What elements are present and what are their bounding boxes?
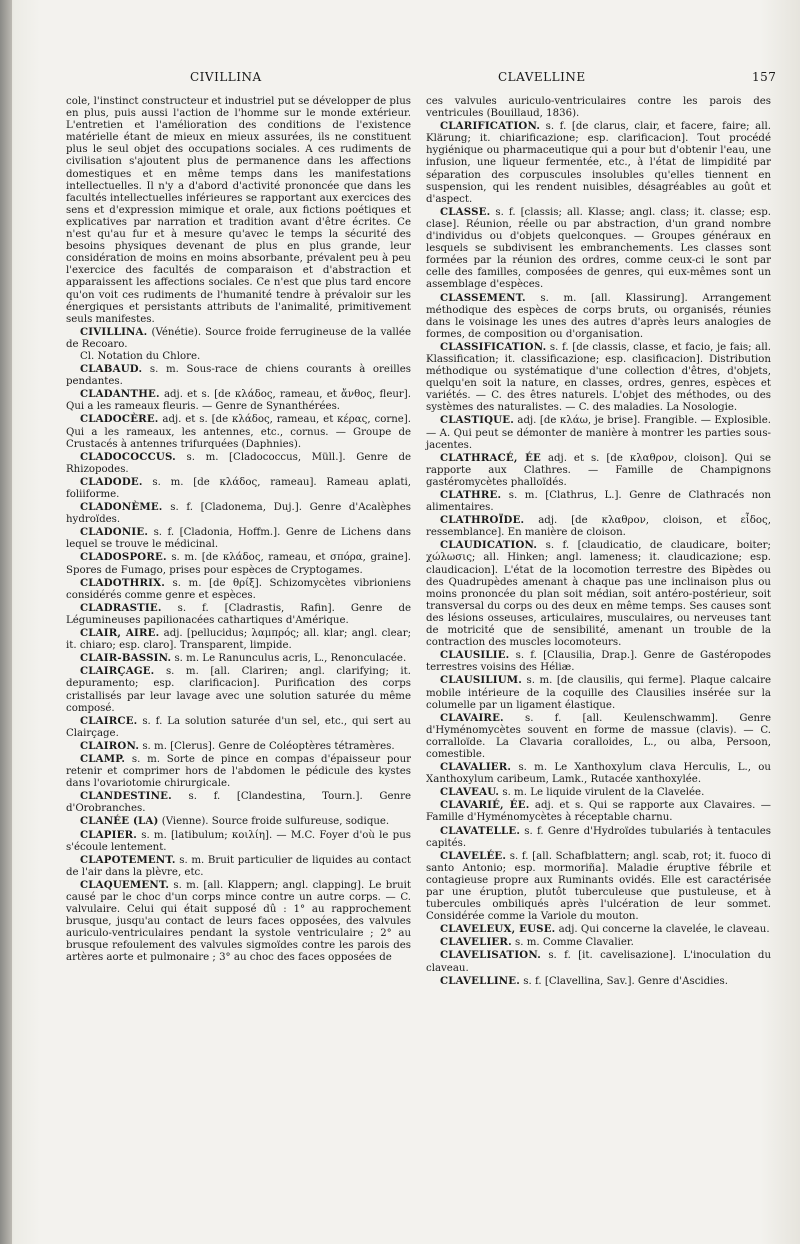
entry-text: s. m. [de clausilis, qui ferme]. Plaque calcaire mobile intérieure de la coquille des Clausilies insérée sur la columelle par un ligament élastique. <box>426 675 771 711</box>
entry-text: (Vénétie). Source froide ferrugineuse de la vallée de Recoaro. <box>66 326 411 350</box>
entry-text: s. m. [Clerus]. Genre de Coléoptères tétramères. <box>139 740 395 752</box>
entry-text: ces valvules auriculo-ventriculaires contre les parois des ventricules (Bouillaud, 1836). <box>426 96 771 120</box>
header-center-word: CLAVELLINE <box>498 70 586 84</box>
entry-headword: CLAVELÉE. <box>440 849 507 862</box>
entry-text: adj. [de κλαθρον, cloison, et εἶδος, ressemblance]. En manière de cloison. <box>426 515 771 539</box>
entry-text: adj. [de κλάω, je brise]. Frangible. — Explosible. — A. Qui peut se démonter de manière à montrer les parties sous-jacentes. <box>426 415 771 451</box>
dictionary-entry <box>426 539 771 649</box>
entry-text: s. f. [it. cavelisazione]. L'inoculation du claveau. <box>426 950 771 974</box>
dictionary-entry <box>66 790 411 815</box>
entry-text: s. m. [all. Clariren; angl. clarifying; it. depuramento; esp. clarificacion]. Purification des corps cristallisés par leur lavage avec une solution saturée du même composé. <box>66 666 411 714</box>
dictionary-entry <box>66 501 411 526</box>
dictionary-entry <box>426 489 771 514</box>
dictionary-entry <box>426 414 771 451</box>
entry-headword: CLAVELEUX, EUSE. <box>440 923 556 936</box>
entry-text: s. m. [Cladococcus, Müll.]. Genre de Rhizopodes. <box>66 451 411 475</box>
entry-headword: CLADRASTIE. <box>80 601 162 614</box>
dictionary-entry <box>66 526 411 551</box>
entry-headword: CLAPIER. <box>80 828 137 841</box>
entry-headword: CLAVEAU. <box>440 786 500 799</box>
entry-headword: CLAVELISATION. <box>440 949 541 962</box>
entry-headword: CLAVELIER. <box>440 936 512 949</box>
dictionary-entry <box>66 388 411 413</box>
dictionary-entry <box>66 413 411 450</box>
dictionary-entry <box>66 815 411 828</box>
entry-headword: CLADODE. <box>80 475 143 488</box>
left-column <box>66 96 411 965</box>
entry-text: s. m. Le liquide virulent de la Clavelée. <box>499 787 705 799</box>
entry-text: s. f. [Clandestina, Tourn.]. Genre d'Orobranches. <box>66 791 411 815</box>
entry-headword: CLASSIFICATION. <box>440 340 547 353</box>
entry-headword: CLADOCÈRE. <box>80 413 159 426</box>
entry-headword: CLADOSPORE. <box>80 551 167 564</box>
entry-headword: CLATHROÏDE. <box>440 514 525 527</box>
dictionary-entry <box>426 825 771 850</box>
entry-headword: CLAUSILIUM. <box>440 674 523 687</box>
entry-text: s. f. [Cladrastis, Rafin]. Genre de Légumineuses papilionacées cathartiques d'Amérique. <box>66 602 411 626</box>
entry-headword: CIVILLINA. <box>80 325 148 338</box>
header-left-word: CIVILLINA <box>190 70 262 84</box>
entry-headword: CLAMP. <box>80 752 126 765</box>
entry-headword: CLAIR-BASSIN. <box>80 652 172 665</box>
entry-headword: CLASSEMENT. <box>440 291 526 304</box>
entry-headword: CLAIRON. <box>80 739 140 752</box>
dictionary-entry <box>66 577 411 602</box>
dictionary-entry <box>66 740 411 753</box>
entry-text: s. m. [latibulum; κοιλίη]. — M.C. Foyer d'où le pus s'écoule lentement. <box>66 829 411 853</box>
book-binding-edge <box>0 0 12 1244</box>
dictionary-entry <box>426 712 771 761</box>
dictionary-entry <box>426 786 771 799</box>
dictionary-entry <box>426 292 771 341</box>
dictionary-entry <box>426 120 771 206</box>
page-number: 157 <box>752 70 777 84</box>
dictionary-entry <box>426 949 771 974</box>
dictionary-entry <box>426 96 771 120</box>
dictionary-entry <box>426 206 771 292</box>
right-column <box>426 96 771 988</box>
dictionary-entry <box>66 715 411 740</box>
dictionary-entry <box>66 652 411 665</box>
dictionary-entry <box>426 923 771 936</box>
entry-text: s. f. [classis; all. Klasse; angl. class; it. classe; esp. clase]. Réunion, réelle ou par abstraction, d'un grand nombre d'individus ou d'objets quelconques. — Groupes généraux en lesquels se subdivisent les embranchements. Les classes sont formées par la réunion des ordres, comme ceux-ci le sont par celle des familles, composées de genres, qui eux-mêmes sont un assemblage d'espèces. <box>426 206 771 291</box>
entry-text: s. f. [Clausilia, Drap.]. Genre de Gastéropodes terrestres voisins des Héliæ. <box>426 650 771 674</box>
entry-headword: CLATHRE. <box>440 489 502 501</box>
dictionary-entry <box>66 551 411 576</box>
entry-text: s. f. [Clavellina, Sav.]. Genre d'Ascidies. <box>520 975 728 987</box>
dictionary-entry <box>426 649 771 674</box>
dictionary-entry <box>426 514 771 539</box>
entry-text: s. f. [all. Keulenschwamm]. Genre d'Hyménomycètes souvent en forme de massue (clavis). — C. corralloïde. La Clavaria coralloides, L., ou alba, Persoon, comestible. <box>426 712 771 760</box>
entry-text: s. m. Le Xanthoxylum clava Herculis, L., ou Xanthoxylum caribeum, Lamk., Rutacée xanthoxylée. <box>426 762 771 786</box>
entry-headword: CLARIFICATION. <box>440 120 541 133</box>
entry-text: Cl. Notation du Chlore. <box>80 350 201 362</box>
entry-headword: CLATHRACÉ, ÉE <box>440 451 541 464</box>
dictionary-entry <box>66 451 411 476</box>
entry-headword: CLADONÈME. <box>80 501 163 514</box>
dictionary-entry <box>66 602 411 627</box>
entry-headword: CLAIRÇAGE. <box>80 665 155 678</box>
entry-text: s. m. [de θρίξ]. Schizomycètes vibrioniens considérés comme genre et espèces. <box>66 577 411 601</box>
entry-text: s. m. Sous-race de chiens courants à oreilles pendantes. <box>66 364 411 388</box>
entry-headword: CLAVALIER. <box>440 761 512 774</box>
entry-text: s. m. Le Ranunculus acris, L., Renonculacée. <box>171 653 407 665</box>
entry-headword: CLASTIQUE. <box>440 414 514 427</box>
dictionary-entry <box>66 854 411 879</box>
entry-text: s. f. [Cladonia, Hoffm.]. Genre de Lichens dans lequel se trouve le médicinal. <box>66 527 411 551</box>
entry-headword: CLADOTHRIX. <box>80 576 165 589</box>
entry-text: s. f. [Cladonema, Duj.]. Genre d'Acalèphes hydroïdes. <box>66 502 411 526</box>
entry-text: s. f. [de clarus, clair, et facere, faire; all. Klärung; it. chiarificazione; esp. clarificacion]. Tout procédé hygiénique ou pharmaceutique qui a pour but d'obtenir l'eau, une infusion, une liqueur fermentée, etc., à l'état de limpidité par séparation des corpuscules insolubles qu'elles tiennent en suspension, qui les rendent nuisibles, désagréables au goût et d'aspect. <box>426 121 771 205</box>
entry-headword: CLAIR, AIRE. <box>80 627 160 640</box>
entry-text: adj. et s. [de κλάδος, rameau, et κέρας, corne]. Qui a les rameaux, les antennes, etc., cornus. — Groupe de Crustacés à antennes trifurquées (Daphnies). <box>66 414 411 450</box>
entry-headword: CLAIRCE. <box>80 714 138 727</box>
dictionary-entry <box>66 96 411 326</box>
dictionary-entry <box>66 326 411 351</box>
entry-text: s. m. [all. Klappern; angl. clapping]. Le bruit causé par le choc d'un corps mince contre un autre corps. — C. valvulaire. Celui qui était supposé dû : 1° au rapprochement brusque, jusqu'au contact de leurs faces opposées, des valvules auriculo-ventriculaires pendant la systole ventriculaire ; 2° au brusque refoulement des valvules sigmoïdes contre les parois des artères aorte et pulmonaire ; 3° au choc des faces opposées de <box>66 879 411 964</box>
entry-text: adj. et s. [de κλαθρον, cloison]. Qui se rapporte aux Clathres. — Famille de Champignons gastéromycètes phalloïdés. <box>426 452 771 488</box>
entry-text: adj. et s. Qui se rapporte aux Clavaires. — Famille d'Hyménomycètes à réceptable charnu. <box>426 800 771 824</box>
entry-text: adj. [pellucidus; λαμπρός; all. klar; angl. clear; it. chiaro; esp. claro]. Transparent, limpide. <box>66 628 411 652</box>
entry-text: s. f. [all. Schafblattern; angl. scab, rot; it. fuoco di santo Antonio; esp. mormoriña]. Maladie éruptive fébrile et contagieuse propre aux Ruminants ovidés. Elle est caractérisée par une éruption, plutôt tuberculeuse que pustuleuse, et à tubercules ombiliqués après l'ulcération de leur sommet. Considérée comme la Variole du mouton. <box>426 850 771 923</box>
entry-text: s. m. [de κλάδος, rameau, et σπόρα, graine]. Spores de Fumago, prises pour espèces de Cryptogames. <box>66 552 411 576</box>
entry-headword: CLANDESTINE. <box>80 790 172 803</box>
entry-headword: CLABAUD. <box>80 363 143 376</box>
entry-headword: CLAVATELLE. <box>440 824 521 837</box>
entry-text: s. m. Comme Clavalier. <box>511 937 634 949</box>
dictionary-entry <box>426 936 771 949</box>
entry-headword: CLADANTHE. <box>80 388 160 401</box>
entry-text: s. m. [Clathrus, L.]. Genre de Clathracés non alimentaires. <box>426 490 771 514</box>
entry-text: s. f. Genre d'Hydroïdes tubulariés à tentacules capités. <box>426 825 771 849</box>
entry-headword: CLAQUEMENT. <box>80 878 170 891</box>
dictionary-entry <box>66 351 411 363</box>
entry-text: s. f. [de classis, classe, et facio, je fais; all. Klassification; it. classificazione; esp. clasificacion]. Distribution méthodique ou systématique d'une collection d'êtres, d'objets, quelqu'en soit la nature, en classes, ordres, genres, espèces et variétés. — C. des êtres naturels. L'objet des méthodes, ou des systèmes des naturalistes. — C. des maladies. La Nosologie. <box>426 341 771 414</box>
dictionary-entry <box>66 627 411 652</box>
entry-headword: CLASSE. <box>440 205 491 218</box>
dictionary-entry <box>426 761 771 786</box>
entry-text: (Vienne). Source froide sulfureuse, sodique. <box>158 816 390 828</box>
entry-text: s. m. Bruit particulier de liquides au contact de l'air dans la plèvre, etc. <box>66 854 411 878</box>
dictionary-entry <box>66 476 411 501</box>
dictionary-entry <box>66 829 411 854</box>
dictionary-entry <box>426 975 771 988</box>
dictionary-entry <box>426 341 771 415</box>
dictionary-entry <box>426 799 771 824</box>
dictionary-entry <box>426 452 771 489</box>
running-header <box>0 70 800 90</box>
entry-text: s. f. La solution saturée d'un sel, etc., qui sert au Clairçage. <box>66 715 411 739</box>
entry-text: s. f. [claudicatio, de claudicare, boiter; χώλωσις; all. Hinken; angl. lameness; it. claudicazione; esp. claudicacion]. L'état de la locomotion terrestre des Bipèdes ou des Quadrupèdes amenant à chaque pas une inclinaison plus ou moins prononcée du plan soit médian, soit antéro-postérieur, soit transversal du corps ou des deux en même temps. Ses causes sont des lésions osseuses, articulaires, musculaires, ou nerveuses tant de motricité que de sensibilité, amenant un trouble de la contraction des muscles locomoteurs. <box>426 540 771 649</box>
entry-headword: CLADONIE. <box>80 526 149 539</box>
entry-headword: CLAVAIRE. <box>440 711 504 724</box>
entry-text: s. m. [all. Klassirung]. Arrangement méthodique des espèces de corps bruts, ou organisés, réunies dans le voisinage les unes des autres d'après leurs analogies de formes, de composition ou d'organisation. <box>426 292 771 340</box>
dictionary-entry <box>66 879 411 965</box>
dictionary-entry <box>66 753 411 790</box>
entry-headword: CLAVARIÉ, ÉE. <box>440 799 530 812</box>
entry-text: adj. et s. [de κλάδος, rameau, et ἄνθος, fleur]. Qui a les rameaux fleuris. — Genre de Synanthérées. <box>66 389 411 413</box>
dictionary-entry <box>66 363 411 388</box>
entry-headword: CLAUSILIE. <box>440 649 510 662</box>
entry-text: adj. Qui concerne la clavelée, le claveau. <box>555 924 770 936</box>
entry-headword: CLANÉE (LA) <box>80 815 159 828</box>
entry-text: s. m. [de κλάδος, rameau]. Rameau aplati, foliiforme. <box>66 476 411 500</box>
entry-headword: CLAVELLINE. <box>440 974 521 987</box>
entry-headword: CLADOCOCCUS. <box>80 450 176 463</box>
entry-text: s. m. Sorte de pince en compas d'épaisseur pour retenir et comprimer hors de l'abdomen le pédicule des kystes dans l'ovariotomie chirurgicale. <box>66 753 411 790</box>
entry-text: cole, l'instinct constructeur et industriel put se développer de plus en plus, puis aussi l'action de l'homme sur le monde extérieur. L'entretien et l'amélioration des conditions de l'existence matérielle étant de mieux en mieux assurées, ils ne constituent plus le seul objet des occupations sociales. A ces rudiments de civilisation s'ajoutent plus de permanence dans les affections domestiques et en même temps dans les manifestations intellectuelles. Il n'y a d'abord d'activité prononcée que dans les facultés intellectuelles inférieures se rapportant aux exercices des sens et d'expression mimique et orale, aux fictions poétiques et explicatives par narration et tradition avant d'être écrites. Ce n'est qu'au fur et à mesure qu'avec le temps la sécurité des besoins physiques devenant de plus en plus grande, leur considération de moins en moins absorbante, prévalent peu à peu l'exercice des facultés de comparaison et d'abstraction et apparaissent les affections sociales. Ce n'est que plus tard encore qu'on voit ces rudiments de l'humanité tendre à prévaloir sur les énergiques et persistants attributs de l'animalité, primitivement seuls manifestes. <box>66 96 411 325</box>
dictionary-entry <box>66 665 411 714</box>
dictionary-entry <box>426 850 771 924</box>
entry-headword: CLAUDICATION. <box>440 539 538 552</box>
entry-headword: CLAPOTEMENT. <box>80 853 176 866</box>
dictionary-entry <box>426 674 771 711</box>
